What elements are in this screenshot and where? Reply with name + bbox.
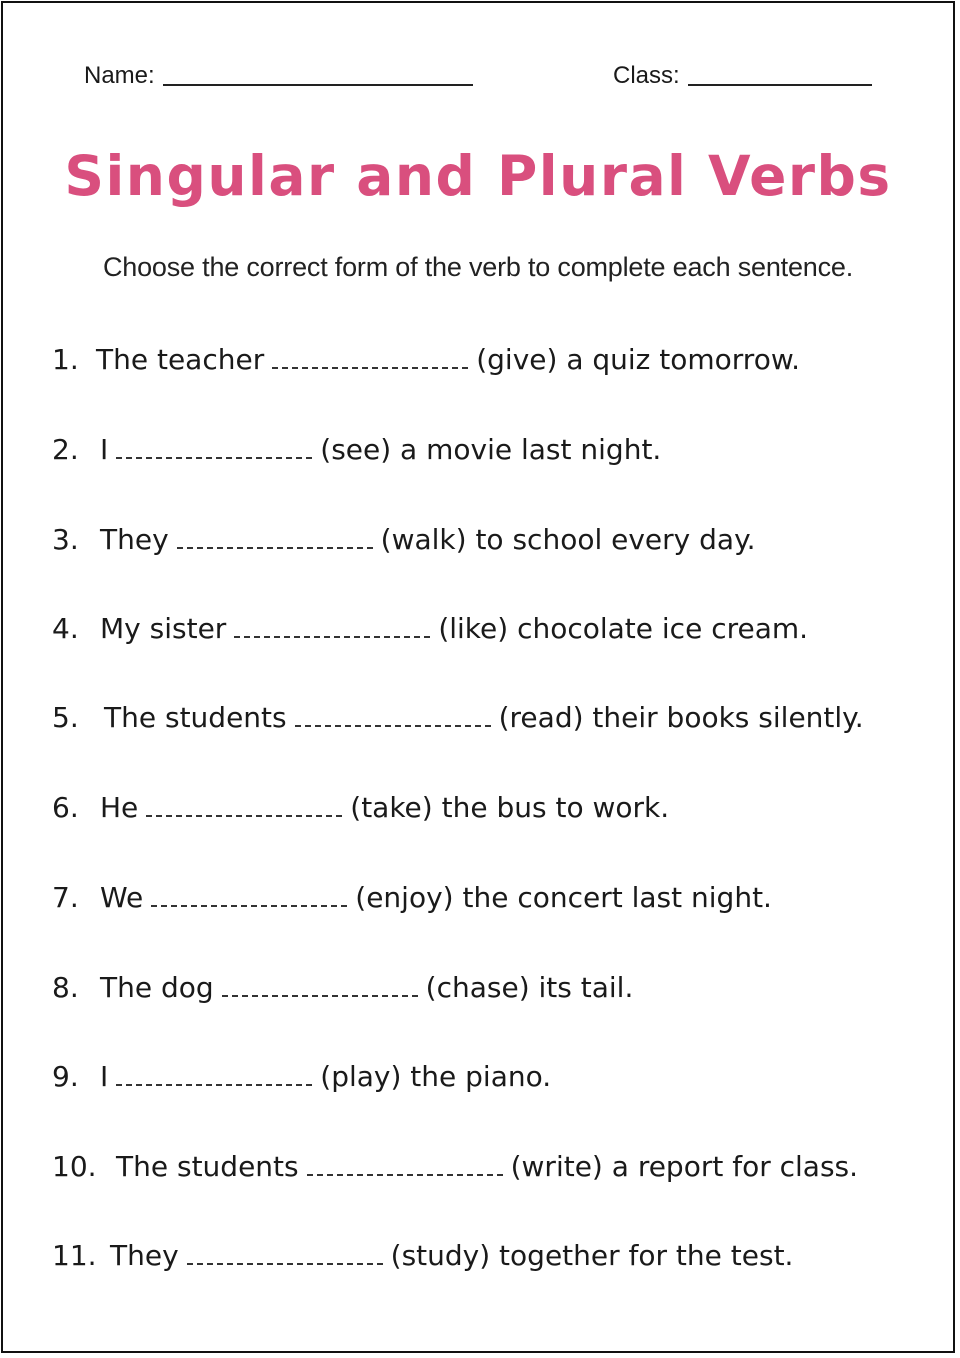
question-item [52, 791, 669, 831]
question-text: (chase) its tail. [425, 971, 634, 1004]
question-subject: He [100, 791, 139, 824]
question-subject: The teacher [96, 343, 265, 376]
question-number: 8. [52, 971, 79, 1004]
question-subject: I [100, 1060, 109, 1093]
question-text: (play) the piano. [320, 1060, 552, 1093]
question-subject: The students [116, 1150, 299, 1183]
question-subject: They [100, 523, 169, 556]
question-item [52, 1060, 551, 1100]
question-number: 3. [52, 523, 79, 556]
name-label: Name: [84, 62, 155, 89]
answer-blank[interactable] [177, 547, 373, 549]
question-item [52, 343, 800, 383]
question-number: 5. [52, 701, 79, 734]
question-text: (like) chocolate ice cream. [438, 612, 809, 645]
question-item [52, 1239, 793, 1279]
class-field [613, 62, 872, 90]
question-subject: I [100, 433, 109, 466]
answer-blank[interactable] [116, 457, 312, 459]
question-item [52, 523, 756, 563]
question-subject: The dog [100, 971, 214, 1004]
name-input-line[interactable] [163, 84, 473, 86]
answer-blank[interactable] [272, 367, 468, 369]
question-text: (take) the bus to work. [350, 791, 670, 824]
answer-blank[interactable] [222, 995, 418, 997]
question-text: (walk) to school every day. [380, 523, 756, 556]
question-text: (read) their books silently. [498, 701, 864, 734]
question-item [52, 612, 808, 652]
question-subject: We [100, 881, 144, 914]
question-number: 7. [52, 881, 79, 914]
question-text: (give) a quiz tomorrow. [476, 343, 801, 376]
answer-blank[interactable] [151, 905, 347, 907]
question-number: 2. [52, 433, 79, 466]
answer-blank[interactable] [146, 815, 342, 817]
worksheet-instructions: Choose the correct form of the verb to complete each sentence. [102, 252, 853, 282]
worksheet-title: Singular and Plural Verbs [64, 144, 892, 208]
question-text: (enjoy) the concert last night. [355, 881, 772, 914]
question-number: 1. [52, 343, 79, 376]
answer-blank[interactable] [307, 1174, 503, 1176]
answer-blank[interactable] [295, 725, 491, 727]
question-text: (study) together for the test. [390, 1239, 794, 1272]
question-number: 9. [52, 1060, 79, 1093]
question-item [52, 881, 772, 921]
question-item [52, 433, 661, 473]
question-item [52, 1150, 858, 1190]
class-input-line[interactable] [688, 84, 872, 86]
question-text: (see) a movie last night. [320, 433, 662, 466]
question-item [52, 701, 864, 741]
question-text: (write) a report for class. [510, 1150, 859, 1183]
question-subject: They [110, 1239, 179, 1272]
question-number: 4. [52, 612, 79, 645]
answer-blank[interactable] [187, 1263, 383, 1265]
question-number: 6. [52, 791, 79, 824]
question-subject: My sister [100, 612, 227, 645]
class-label: Class: [613, 62, 680, 89]
answer-blank[interactable] [116, 1084, 312, 1086]
student-info-header [84, 62, 876, 94]
question-item [52, 971, 633, 1011]
name-field [84, 62, 473, 90]
question-number: 11. [52, 1239, 97, 1272]
question-number: 10. [52, 1150, 97, 1183]
question-subject: The students [104, 701, 287, 734]
answer-blank[interactable] [234, 636, 430, 638]
